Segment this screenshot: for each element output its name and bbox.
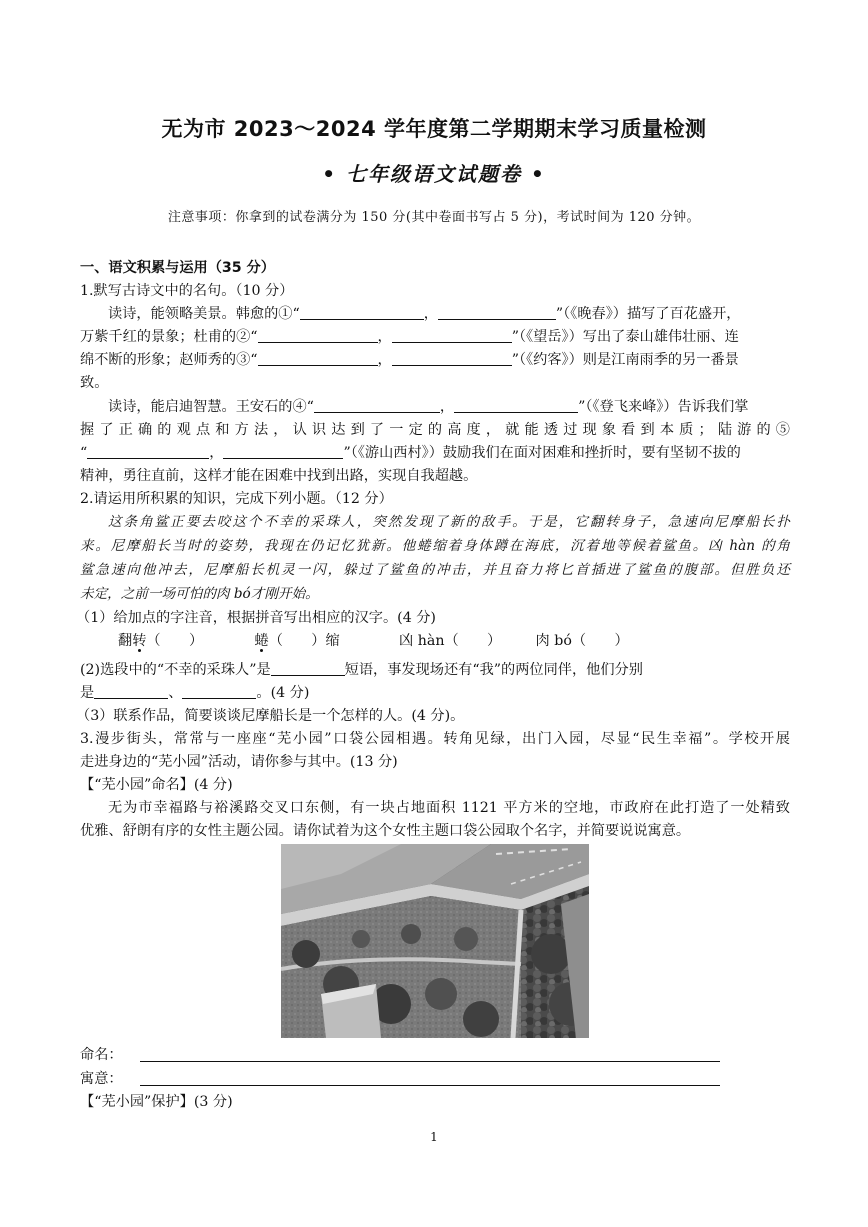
answer-blank[interactable] <box>182 684 256 699</box>
q3-part1-line2: 优雅、舒朗有序的女性主题公园。请你试着为这个女性主题口袋公园取个名字，并简要说说寓意。 <box>80 823 691 839</box>
q1-text: ”（《约客》）则是江南雨季的另一番景 <box>511 352 739 368</box>
q3-title-line2: 走进身边的“芜小园”活动，请你参与其中。(13 分) <box>80 754 398 770</box>
answer-blank[interactable] <box>258 328 378 343</box>
answer-blank[interactable] <box>94 684 168 699</box>
q3-part1-line1: 无为市幸福路与裕溪路交叉口东侧，有一块占地面积 1121 平方米的空地，市政府在此打造了一处精致 <box>108 800 790 816</box>
q2-sub1: （1）给加点的字注音，根据拼音写出相应的汉字。(4 分) <box>76 610 436 626</box>
q1-text: ”（《望岳》）写出了泰山雄伟壮丽、连 <box>511 329 739 345</box>
q3-part1-heading: 【“芜小园”命名】(4 分) <box>80 777 233 793</box>
q2-sub1-items <box>118 631 828 651</box>
q1-text: ， <box>377 352 392 368</box>
q2-sub2-line2: 是 、 。(4 分) <box>80 685 310 701</box>
q3-title-line1: 3.漫步街头，常常与一座座“芜小园”口袋公园相遇。转角见绿，出门入园，尽显“民生幸福”。学校开展 <box>80 731 790 747</box>
answer-blank[interactable] <box>271 661 345 676</box>
q1-p1-line2 <box>80 327 790 347</box>
q1-p2-line4: 精神，勇往直前，这样才能在困难中找到出路，实现自我超越。 <box>80 468 478 484</box>
answer-blank[interactable] <box>454 398 578 413</box>
answer-blank[interactable] <box>392 351 512 366</box>
name-answer-line[interactable] <box>140 1061 720 1062</box>
pinyin-item: 凶 hàn（ ） <box>399 633 502 649</box>
exam-title: 无为市 2023～2024 学年度第二学期期末学习质量检测 <box>161 117 707 141</box>
q1-text: ”（《游山西村》）鼓励我们在面对困难和挫折时，要有坚韧不拔的 <box>343 445 741 461</box>
answer-blank[interactable] <box>392 328 512 343</box>
q1-p2-line1 <box>108 397 790 417</box>
pinyin-item: 翻转（ ） <box>118 633 204 649</box>
q2-title: 2.请运用所积累的知识，完成下列小题。（12 分） <box>80 491 393 507</box>
name-label: 命名： <box>80 1047 123 1063</box>
section-heading: 一、语文积累与运用（35 分） <box>80 260 275 276</box>
q1-text: “ <box>80 445 88 461</box>
q1-p1-line4: 致。 <box>80 375 109 391</box>
q1-p2-line2: 握了正确的观点和方法，认识达到了一定的高度，就能透过现象看到本质；陆游的⑤ <box>80 422 790 438</box>
q2-sub2-line1: (2)选段中的“不幸的采珠人”是 短语，事发现场还有“我”的两位同伴，他们分别 <box>80 662 643 678</box>
q1-text: ”（《晚春》）描写了百花盛开， <box>555 306 741 322</box>
q2-passage-line2: 来。尼摩船长当时的姿势，我现在仍记忆犹新。他蜷缩着身体蹲在海底，沉着地等候着鲨鱼。凶 hàn 的角 <box>80 538 790 554</box>
q3-part2-heading: 【“芜小园”保护】(3 分) <box>80 1094 233 1110</box>
answer-blank[interactable] <box>300 305 424 320</box>
q2-passage-line4: 未定，之前一场可怕的肉 bó才刚开始。 <box>80 586 319 602</box>
q1-p1-line3 <box>80 350 790 370</box>
q2-passage-line3: 鲨急速向他冲去，尼摩船长机灵一闪，躲过了鲨鱼的冲击，并且奋力将匕首插进了鲨鱼的腹部。但胜负还 <box>80 562 790 578</box>
q1-p1-line1 <box>108 304 790 324</box>
q1-text: ， <box>377 329 392 345</box>
meaning-label: 寓意： <box>80 1071 123 1087</box>
q1-text: 万紫千红的景象；杜甫的②“ <box>80 329 258 345</box>
name-answer-row <box>80 1045 720 1065</box>
answer-blank[interactable] <box>87 444 209 459</box>
q1-text: ”（《登飞来峰》）告诉我们掌 <box>578 399 749 415</box>
exam-notice: 注意事项：你拿到的试卷满分为 150 分(其中卷面书写占 5 分)，考试时间为 120 分钟。 <box>167 210 701 225</box>
answer-blank[interactable] <box>258 351 378 366</box>
q2-passage-line1: 这条角鲨正要去咬这个不幸的采珠人，突然发现了新的敌手。于是，它翻转身子，急速向尼摩船长扑 <box>108 514 790 530</box>
q1-text: 读诗，能领略美景。韩愈的①“ <box>108 306 300 322</box>
park-aerial-photo <box>281 844 589 1038</box>
q1-title: 1.默写古诗文中的名句。（10 分） <box>80 283 294 299</box>
meaning-answer-line[interactable] <box>140 1085 720 1086</box>
park-aerial-image <box>281 844 589 1038</box>
q1-text: ， <box>439 399 455 415</box>
pinyin-item: 肉 bó（ ） <box>535 633 629 649</box>
q2-sub3: （3）联系作品，简要谈谈尼摩船长是一个怎样的人。(4 分)。 <box>76 708 465 724</box>
meaning-answer-row <box>80 1069 720 1089</box>
pinyin-item: 蜷（ ）缩 <box>254 633 340 649</box>
answer-blank[interactable] <box>223 444 343 459</box>
q1-text: 读诗，能启迪智慧。王安石的④“ <box>108 399 314 415</box>
q1-text: ， <box>209 445 224 461</box>
q1-text: 绵不断的形象；赵师秀的③“ <box>80 352 258 368</box>
q1-text: ， <box>423 306 438 322</box>
q1-p2-line3 <box>80 443 790 463</box>
exam-subtitle: • 七年级语文试题卷 • <box>322 162 546 186</box>
page-number: 1 <box>430 1130 438 1144</box>
answer-blank[interactable] <box>314 398 440 413</box>
answer-blank[interactable] <box>438 305 556 320</box>
